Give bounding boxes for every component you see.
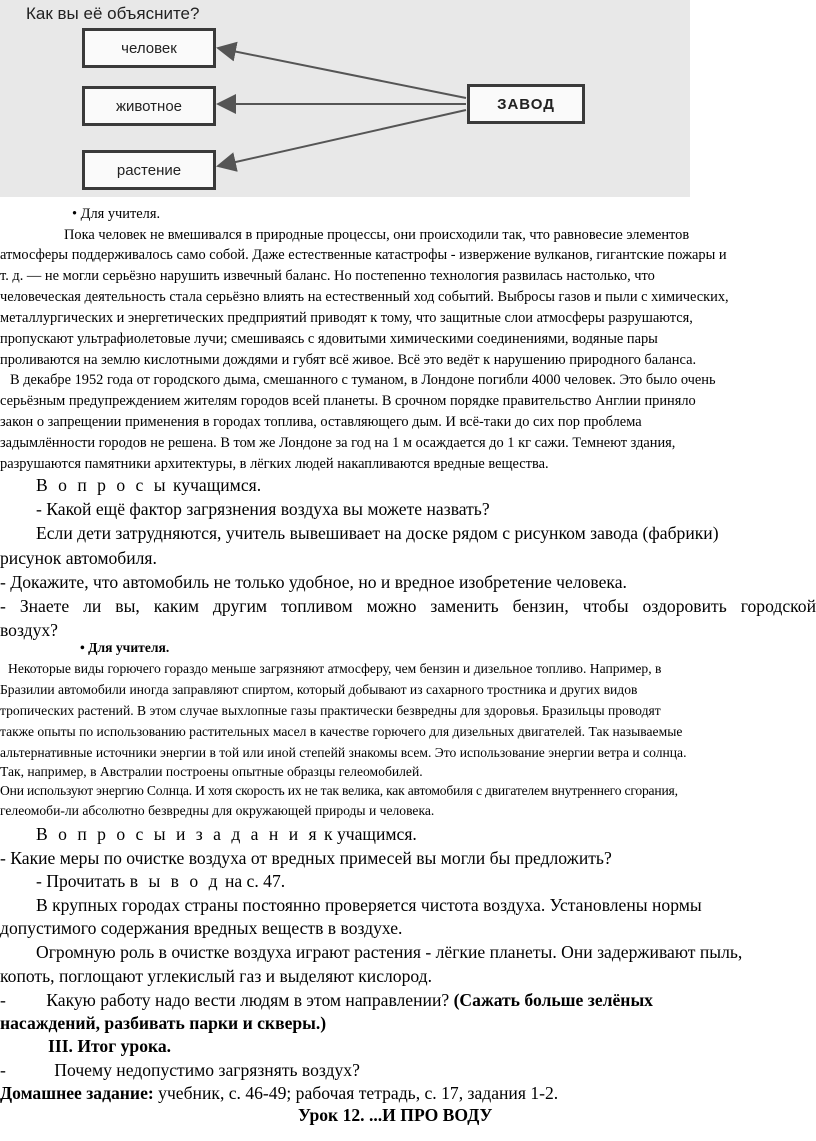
- teacher-note-2-line: Они используют энергию Солнца. И хотя скорость их не так велика, как автомобиля с двигателем внутреннего сгорания,: [0, 783, 678, 798]
- teacher-note-1-line: т. д. — не могли серьёзно нарушить извечный баланс. Но постепенно технология развилась настолько, что: [0, 268, 655, 284]
- teacher-note-1-line: металлургических и энергетических предприятий приводят к тому, что защитные слои атмосферы разрушаются,: [0, 310, 693, 326]
- read-prefix: - Прочитать: [36, 871, 126, 891]
- question-item: - Докажите, что автомобиль не только удобное, но и вредное изобретение человека.: [0, 572, 627, 592]
- box-plant: растение: [82, 150, 216, 190]
- teacher-note-1-line: разрушаются памятники архитектуры, в лёгких людей накапливаются вредные вещества.: [0, 456, 549, 472]
- question-text: Почему недопустимо загрязнять воздух?: [54, 1060, 360, 1080]
- questions-1-heading-rest: кучащимся.: [172, 475, 262, 495]
- question-text: Какую работу надо вести людям в этом направлении?: [46, 990, 450, 1010]
- teacher-note-1-line: Пока человек не вмешивался в природные процессы, они происходили так, что равновесие элементов: [64, 227, 690, 243]
- teacher-note-1-line: закон о запрещении применения в городах топлива, оставляющего дым. И всё-таки до сих пор проблема: [0, 414, 642, 430]
- teacher-note-2-heading: • Для учителя.: [80, 640, 170, 655]
- read-conclusion: в ы в о д: [129, 871, 221, 891]
- summary-heading: III. Итог урока.: [48, 1036, 172, 1056]
- diagram-image: [0, 0, 690, 197]
- arrow-to-human: [218, 48, 466, 98]
- box-factory: ЗАВОД: [467, 84, 585, 124]
- arrow-to-plant: [218, 110, 466, 166]
- dash: -: [0, 990, 6, 1010]
- answer-text: (Сажать больше зелёных: [453, 990, 653, 1010]
- questions-2-heading-rest: к учащимся.: [324, 824, 417, 844]
- box-human: человек: [82, 28, 216, 68]
- teacher-note-2-line: Бразилии автомобили иногда заправляют спиртом, который добывают из сахарного тростника и других видов: [0, 682, 638, 697]
- next-lesson-title: Урок 12. ...И ПРО ВОДУ: [298, 1105, 493, 1125]
- teacher-note-2-line: Некоторые виды горючего гораздо меньше загрязняют атмосферу, чем бензин и дизельное топливо. Например, в: [8, 661, 662, 676]
- box-animal: животное: [82, 86, 216, 126]
- teacher-note-1-line: атмосферы поддерживалось само собой. Даже естественные катастрофы - извержение вулканов, гигантские пожары и: [0, 247, 727, 263]
- homework-label: Домашнее задание:: [0, 1083, 154, 1103]
- questions-2-heading: [36, 822, 417, 846]
- teacher-note-1-line: В декабре 1952 года от городского дыма, смешанного с туманом, в Лондоне погибли 4000 человек. Это было очень: [10, 372, 716, 388]
- paragraph-line: Если дети затрудняются, учитель вывешивает на доске рядом с рисунком завода (фабрики): [36, 523, 719, 543]
- questions-2-heading-spaced: В о п р о с ы и з а д а н и я: [36, 824, 320, 844]
- paragraph-line: В крупных городах страны постоянно проверяется чистота воздуха. Установлены нормы: [36, 895, 702, 915]
- paragraph-line: рисунок автомобиля.: [0, 548, 157, 568]
- teacher-note-2-line: альтернативные источники энергии в той или иной степейй знакомы всем. Это использование энергии ветра и солнца.: [0, 745, 687, 760]
- teacher-note-1-line: человеческая деятельность стала серьёзно влиять на естественный ход событий. Выбросы газов и пыли с химических,: [0, 289, 729, 305]
- question-item: - Какие меры по очистке воздуха от вредных примесей вы могли бы предложить?: [0, 848, 612, 868]
- teacher-note-1-line: серьёзным предупреждением жителям городов всей планеты. В срочном порядке правительство Англии приняло: [0, 393, 696, 409]
- question-item: воздух?: [0, 620, 58, 640]
- teacher-note-2-line: тропических растений. В этом случае выхлопные газы практически безвредны для здоровья. Бразильцы проводят: [0, 703, 661, 718]
- questions-1-heading-spaced: В о п р о с ы: [36, 475, 169, 495]
- questions-1-heading: [36, 473, 261, 497]
- question-item: - Какой ещё фактор загрязнения воздуха вы можете назвать?: [36, 499, 490, 519]
- teacher-note-1-line: проливаются на землю кислотными дождями и губят всё живое. Всё это ведёт к нарушению природного баланса.: [0, 352, 697, 368]
- paragraph-line: копоть, поглощают углекислый газ и выделяют кислород.: [0, 966, 433, 986]
- question-item: [36, 869, 285, 893]
- teacher-note-1-line: пропускают ультрафиолетовые лучи; смешиваясь с ядовитыми химическими соединениями, водяные пары: [0, 331, 658, 347]
- teacher-note-2-line: Так, например, в Австралии построены опытные образцы гелеомобилей.: [0, 764, 423, 779]
- question-item: - Знаете ли вы, каким другим топливом можно заменить бензин, чтобы оздоровить городской: [0, 596, 816, 616]
- answer-text: насаждений, разбивать парки и скверы.): [0, 1013, 327, 1033]
- teacher-note-2-line: гелеомоби-ли абсолютно безвредны для окружающей природы и человека.: [0, 803, 435, 818]
- dash: -: [0, 1060, 6, 1080]
- paragraph-line: Огромную роль в очистке воздуха играют растения - лёгкие планеты. Они задерживают пыль,: [36, 942, 743, 962]
- paragraph-line: допустимого содержания вредных веществ в воздухе.: [0, 918, 403, 938]
- read-page: на с. 47.: [224, 871, 286, 891]
- question-item: [0, 988, 653, 1012]
- question-item: [0, 1058, 360, 1082]
- teacher-note-1-heading: • Для учителя.: [72, 206, 161, 222]
- teacher-note-1-line: задымлённости городов не решена. В том же Лондоне за год на 1 м осаждается до 1 кг сажи. Темнеют здания,: [0, 435, 676, 451]
- homework-line: [0, 1081, 558, 1105]
- diagram-title: Как вы её объясните?: [26, 4, 200, 23]
- teacher-note-2-line: также опыты по использованию растительных масел в качестве горючего для дизельных двигателей. Так называемые: [0, 724, 683, 739]
- homework-text: учебник, с. 46-49; рабочая тетрадь, с. 17, задания 1-2.: [158, 1083, 559, 1103]
